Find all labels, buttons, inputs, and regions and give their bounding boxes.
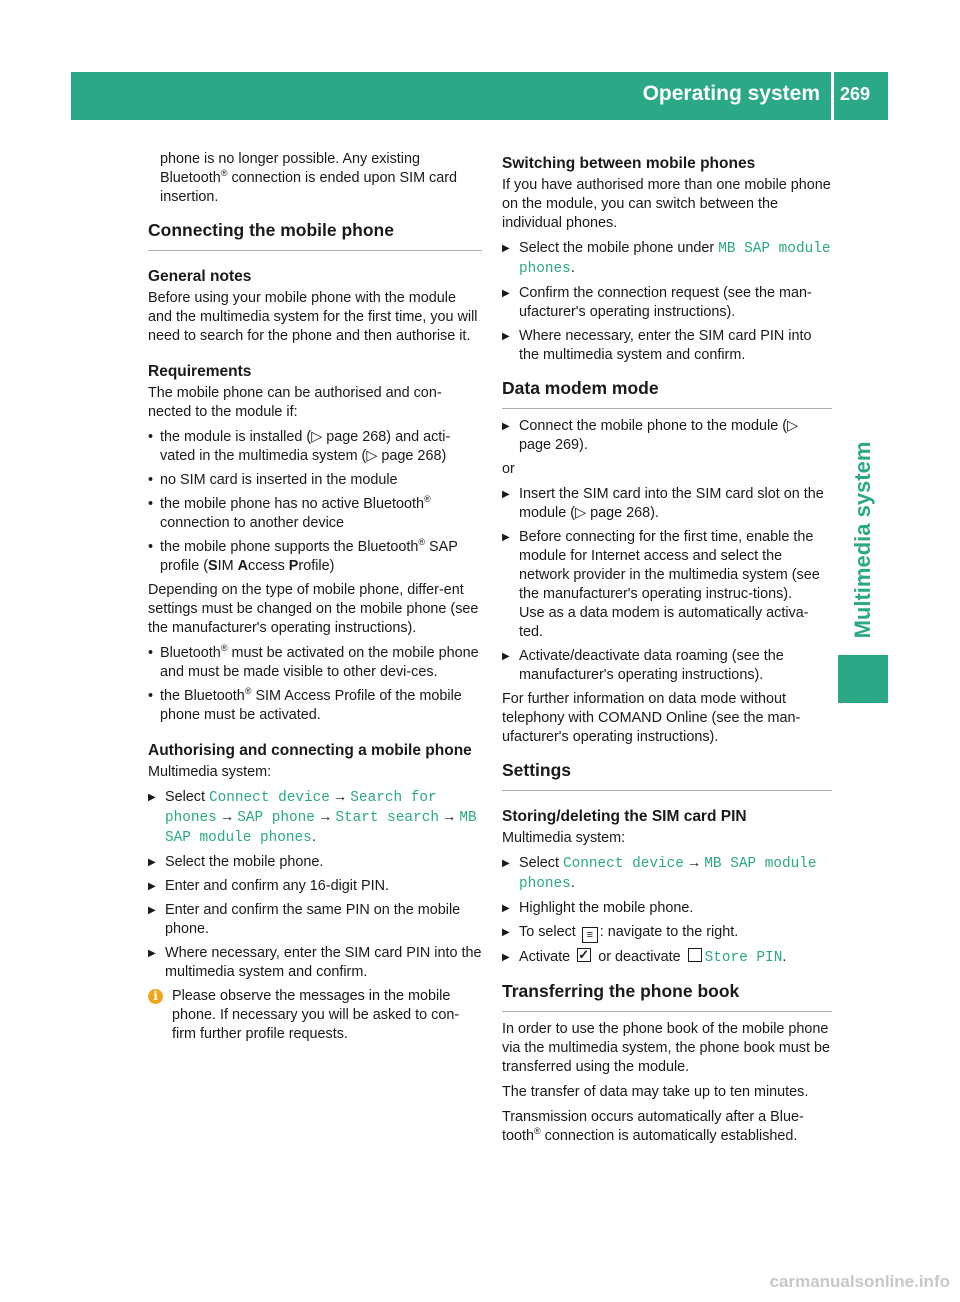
page-ref[interactable]: ▷ page 268 [366,448,442,464]
further-info-text: For further information on data mode without telephony with COMAND Online (see the man-ufacturer's operating instructions). [502,691,801,745]
menu-item-search-phones[interactable]: Search for phones [165,790,437,826]
list-item: • the mobile phone has no active Bluetooth® connection to another device [148,495,482,533]
list-item: • the module is installed (▷ page 268) and acti-vated in the multimedia system (▷ page 268) [148,428,482,466]
list-item: • Bluetooth® must be activated on the mobile phone and must be made visible to other devi-ces. [148,644,482,682]
header-divider [831,72,834,120]
page-ref[interactable]: ▷ page 269 [519,418,799,453]
step-item: ▶ Select the mobile phone under MB SAP module phones. [502,239,832,279]
step-item: ▶ Select Connect device → Search for phones → SAP phone → Start search → MB SAP module phones. [148,788,482,848]
list-item: • no SIM card is inserted in the module [148,471,482,490]
page-number: 269 [840,84,871,104]
step-item: ▶ Insert the SIM card into the SIM card slot on the module (▷ page 268). [502,485,832,523]
menu-item-mb-sap-module-phones[interactable]: MB SAP module phones [165,810,477,846]
page-ref[interactable]: ▷ page 268 [311,429,387,445]
multimedia-label: Multimedia system: [502,830,626,846]
menu-item-start-search[interactable]: Start search [335,810,439,826]
step-item: ▶ Where necessary, enter the SIM card PIN into the multimedia system and confirm. [502,327,832,365]
step-item: ▶ Select Connect device → MB SAP module phones. [502,854,832,894]
step-item: ▶ Enter and confirm any 16-digit PIN. [148,877,482,896]
menu-item-connect-device[interactable]: Connect device [209,790,330,806]
menu-item-sap-phone[interactable]: SAP phone [237,810,315,826]
right-column [502,150,832,1152]
list-item: • the mobile phone supports the Bluetooth® SAP profile (SIM Access Profile) [148,538,482,576]
step-item: ▶ Connect the mobile phone to the module (▷ page 269). [502,417,832,455]
transfer-text-1: In order to use the phone book of the mobile phone via the multimedia system, the phone book must be transferred using the module. [502,1021,830,1075]
navigate-right-icon: ≡ [582,927,598,943]
side-label: Multimedia system [850,441,875,639]
menu-item-store-pin[interactable]: Store PIN [704,950,783,966]
watermark: carmanualsonline.info [769,1272,950,1291]
page-ref[interactable]: ▷ page 268 [575,505,651,521]
heading-switching: Switching between mobile phones [502,155,756,172]
multimedia-label: Multimedia system: [148,764,272,780]
switching-text: If you have authorised more than one mobile phone on the module, you can switch between the individual phones. [502,177,831,231]
heading-settings: Settings [502,761,832,791]
heading-transferring: Transferring the phone book [502,982,832,1012]
menu-item-mb-sap-module-phones[interactable]: MB SAP module phones [519,241,831,277]
depending-text: Depending on the type of mobile phone, differ-ent settings must be changed on the mobile phone (see the manufacturer's operating instructions). [148,582,479,636]
or-text: or [502,461,515,477]
menu-item-connect-device[interactable]: Connect device [563,856,684,872]
page-title: Operating system [642,82,820,105]
step-item: ▶ Highlight the mobile phone. [502,899,832,918]
step-item: ▶ To select ≡ : navigate to the right. [502,923,832,943]
transfer-text-3: Transmission occurs automatically after a Blue-tooth® connection is automatically established. [502,1109,804,1144]
menu-item-mb-sap-module-phones[interactable]: MB SAP module phones [519,856,817,892]
info-note: i Please observe the messages in the mobile phone. If necessary you will be asked to con-firm further profile requests. [148,987,482,1044]
intro-paragraph: phone is no longer possible. Any existing Bluetooth® connection is ended upon SIM card insertion. [160,151,458,205]
step-item: ▶ Before connecting for the first time, enable the module for Internet access and select the network provider in the multimedia system (see the manufacturer's operating instruc-tions). Use as a data modem is automatically activa-ted. [502,528,832,642]
left-column [148,150,482,1049]
transfer-text-2: The transfer of data may take up to ten minutes. [502,1084,809,1100]
heading-authorising: Authorising and connecting a mobile phone [148,742,472,759]
heading-requirements: Requirements [148,363,252,380]
heading-connecting: Connecting the mobile phone [148,221,482,251]
heading-data-modem: Data modem mode [502,379,832,409]
heading-storing-pin: Storing/deleting the SIM card PIN [502,808,747,825]
side-tab [838,655,888,703]
step-item: ▶ Select the mobile phone. [148,853,482,872]
step-item: ▶ Activate ✓ or deactivate Store PIN. [502,948,832,968]
info-icon: i [148,989,163,1004]
step-item: ▶ Enter and confirm the same PIN on the mobile phone. [148,901,482,939]
step-item: ▶ Activate/deactivate data roaming (see the manufacturer's operating instructions). [502,647,832,685]
heading-general-notes: General notes [148,268,252,285]
list-item: • the Bluetooth® SIM Access Profile of the mobile phone must be activated. [148,687,482,725]
checkbox-checked-icon [577,948,591,962]
step-item: ▶ Where necessary, enter the SIM card PIN into the multimedia system and confirm. [148,944,482,982]
checkbox-unchecked-icon [688,948,702,962]
step-item: ▶ Confirm the connection request (see the man-ufacturer's operating instructions). [502,284,832,322]
general-notes-text: Before using your mobile phone with the module and the multimedia system for the first time, you will need to search for the phone and then authorise it. [148,290,478,344]
requirements-text: The mobile phone can be authorised and con-nected to the module if: [148,385,442,420]
